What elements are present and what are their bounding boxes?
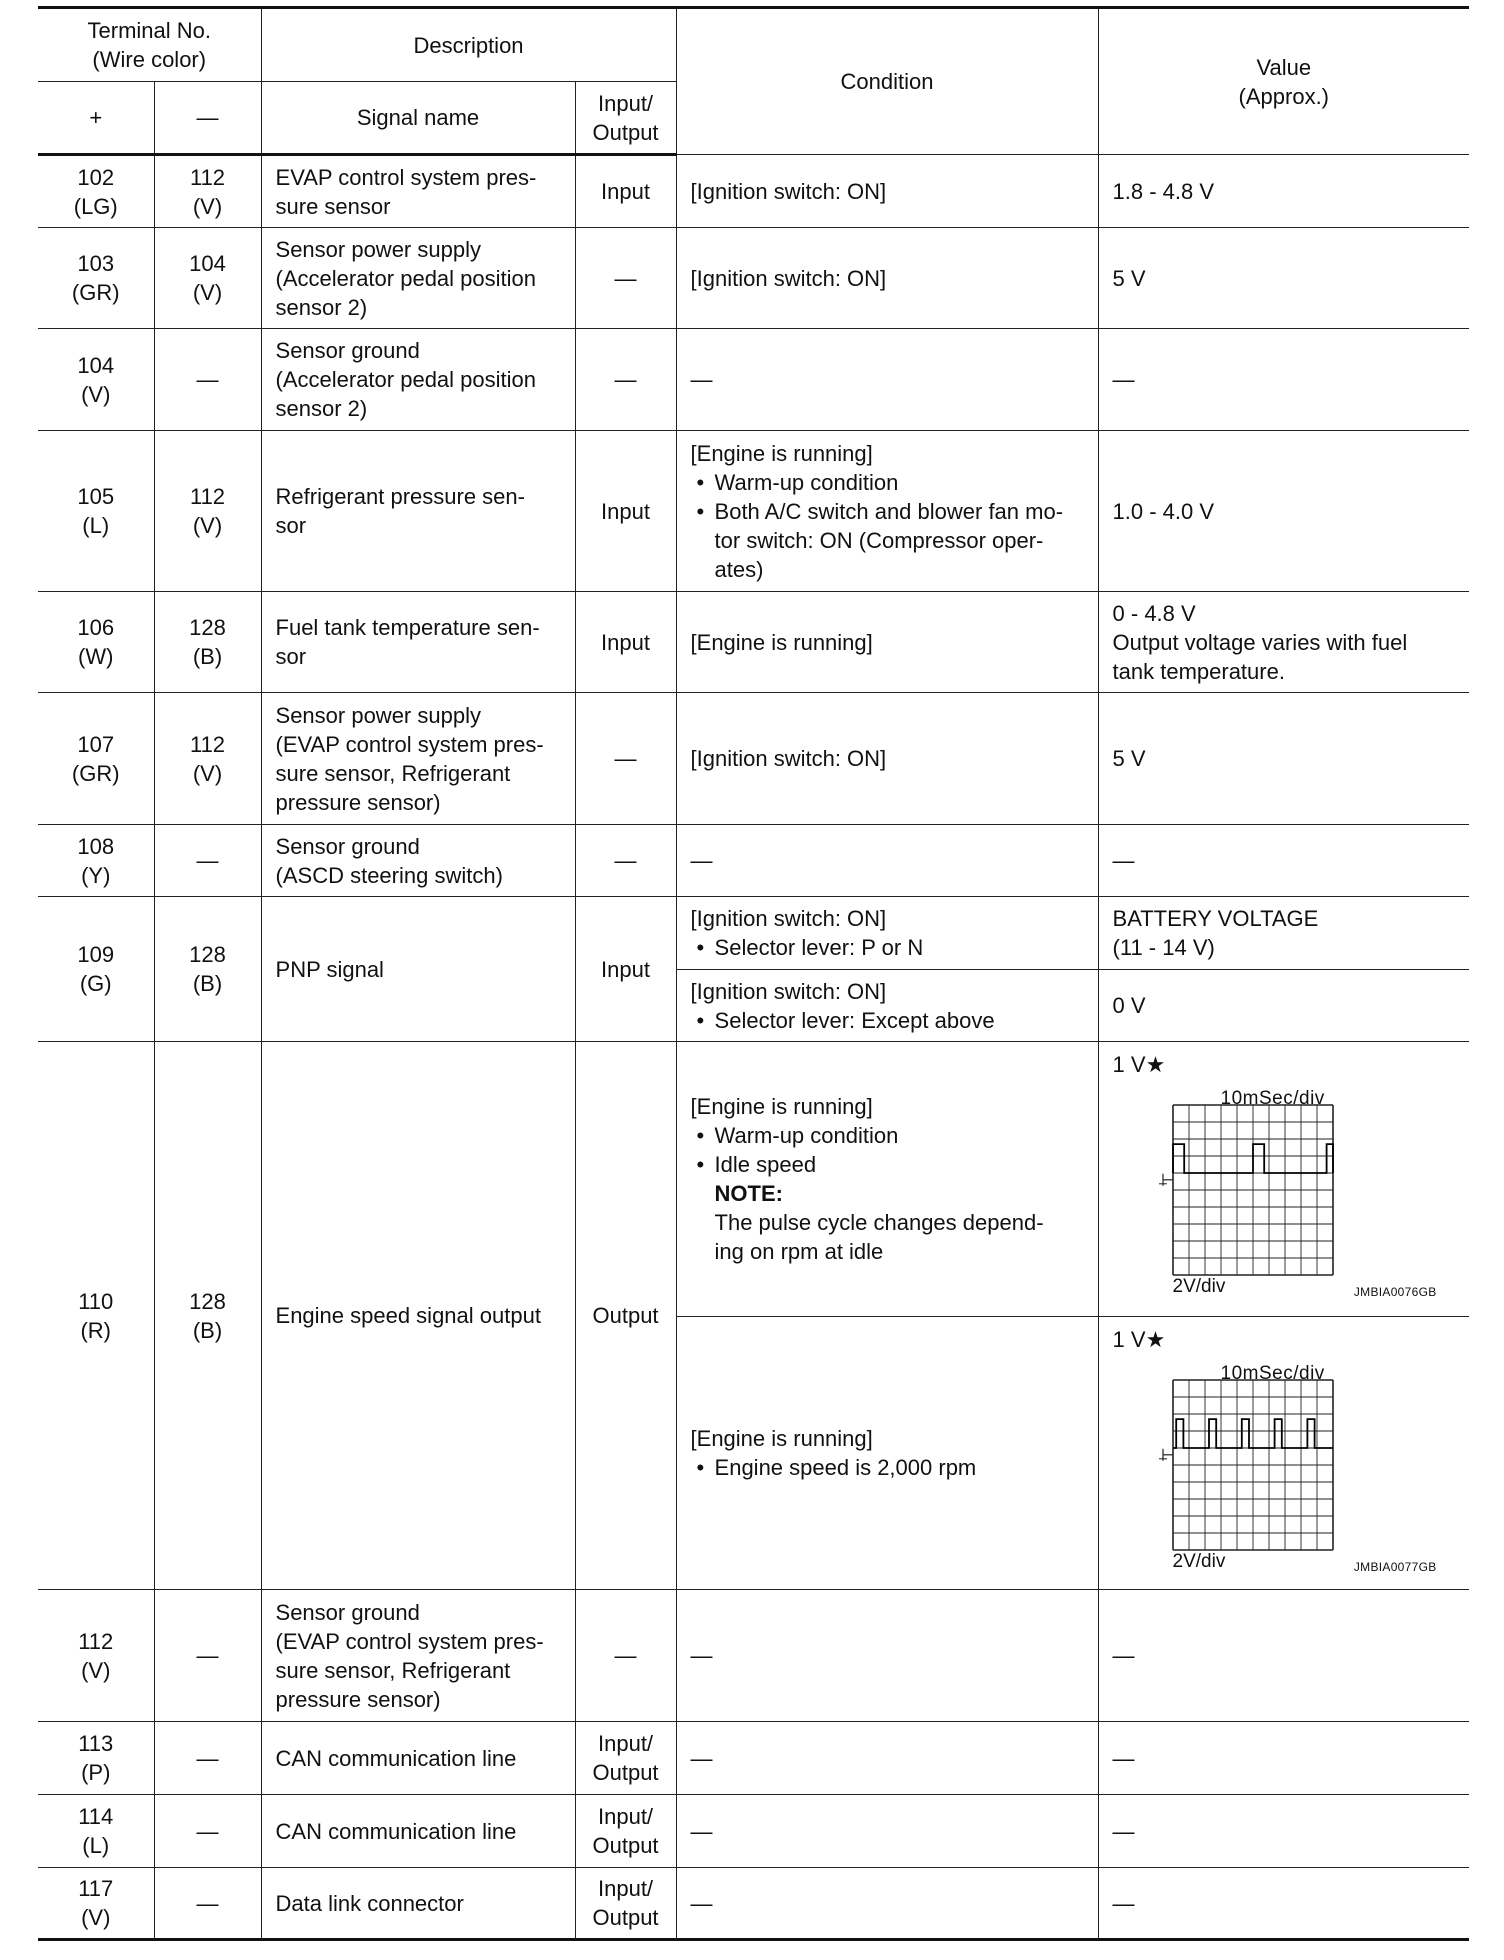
value-text: 0 V [1112, 993, 1146, 1018]
minus-terminal-number: — [196, 1890, 219, 1916]
value-cell [1098, 970, 1469, 1042]
plus-terminal-cell [38, 693, 154, 825]
signal-name-cell: EVAP control system pres- sure sensor [261, 155, 575, 228]
signal-name-cell: CAN communication line [261, 1795, 575, 1868]
condition-cell [676, 1317, 1098, 1590]
voltage-reference-value: 1 V [1112, 1327, 1146, 1352]
plus-wire-color: (GR) [71, 280, 120, 305]
figure-code: JMBIA0076GB [1353, 1285, 1437, 1299]
table-row [38, 1868, 1469, 1940]
terminal-no-label: Terminal No. [87, 18, 211, 43]
plus-wire-color: (L) [82, 513, 110, 538]
plus-terminal-cell [38, 897, 154, 1042]
minus-header: — [154, 82, 261, 155]
value-cell [1098, 329, 1469, 431]
condition-cell [676, 431, 1098, 592]
value-note: Output voltage varies with fuel tank temperature. [1112, 629, 1408, 684]
value-text: — [1112, 848, 1135, 873]
condition-text: [Engine is running] [690, 629, 873, 655]
star-icon: ★ [1145, 1052, 1166, 1077]
condition-cell [676, 1795, 1098, 1868]
io-cell: Input/ Output [575, 1795, 676, 1868]
condition-cell [676, 228, 1098, 329]
minus-terminal-cell [154, 693, 261, 825]
minus-wire-color: (V) [192, 280, 223, 305]
note-title: NOTE: [714, 1181, 783, 1206]
table-row [38, 1042, 1469, 1317]
minus-terminal-number: 112 [189, 484, 226, 509]
plus-terminal-cell [38, 1868, 154, 1940]
oscilloscope-figure [1113, 1325, 1443, 1575]
condition-cell [676, 970, 1098, 1042]
plus-terminal-number: 113 [78, 1731, 114, 1756]
plus-terminal-cell [38, 1042, 154, 1590]
plus-wire-color: (P) [81, 1760, 111, 1785]
value-cell [1098, 431, 1469, 592]
condition-heading: [Ignition switch: ON] [690, 906, 887, 931]
condition-bullets [691, 468, 1084, 584]
signal-name-cell: Fuel tank temperature sen- sor [261, 592, 575, 693]
condition-text: [Ignition switch: ON] [690, 265, 887, 291]
minus-wire-color: (V) [192, 513, 223, 538]
plus-terminal-number: 102 [77, 164, 115, 190]
plus-terminal-cell [38, 1722, 154, 1795]
minus-terminal-number: — [196, 367, 219, 392]
table-body [38, 155, 1469, 1940]
condition-cell [676, 329, 1098, 431]
wire-color-label: (Wire color) [92, 47, 207, 72]
condition-text: [Ignition switch: ON] [690, 178, 887, 204]
minus-terminal-cell [154, 592, 261, 693]
condition-cell [676, 1722, 1098, 1795]
table-row [38, 1722, 1469, 1795]
plus-header: + [38, 82, 154, 155]
value-cell [1098, 1590, 1469, 1722]
table-row [38, 228, 1469, 329]
condition-cell [676, 592, 1098, 693]
minus-terminal-number: — [196, 1818, 219, 1844]
io-cell: — [575, 329, 676, 431]
oscilloscope-grid [1113, 1325, 1443, 1575]
voltage-reference-value: 1 V [1112, 1052, 1146, 1077]
condition-text: — [690, 367, 713, 392]
description-header: Description [261, 8, 676, 82]
condition-text: — [690, 848, 713, 873]
plus-terminal-number: 109 [77, 942, 115, 967]
volt-per-division: 2V/div [1172, 1551, 1226, 1572]
plus-wire-color: (LG) [73, 193, 118, 219]
plus-terminal-number: 112 [78, 1628, 114, 1654]
condition-text: — [690, 1890, 713, 1916]
io-cell: Input [575, 155, 676, 228]
plus-terminal-number: 108 [77, 833, 115, 859]
value-cell [1098, 228, 1469, 329]
value-cell [1098, 1722, 1469, 1795]
io-cell: Output [575, 1042, 676, 1590]
condition-cell [676, 1868, 1098, 1940]
terminal-table [38, 6, 1469, 1941]
io-cell: — [575, 1590, 676, 1722]
minus-terminal-cell [154, 155, 261, 228]
value-text: — [1112, 1643, 1135, 1668]
minus-terminal-cell [154, 1722, 261, 1795]
minus-wire-color: (V) [192, 193, 223, 219]
value-cell [1098, 1317, 1469, 1590]
plus-terminal-number: 110 [78, 1288, 114, 1314]
condition-cell [676, 897, 1098, 970]
signal-name-cell: Engine speed signal output [261, 1042, 575, 1590]
value-text: 0 - 4.8 V [1112, 600, 1196, 626]
table-row [38, 431, 1469, 592]
value-cell [1098, 825, 1469, 897]
io-cell: Input/ Output [575, 1868, 676, 1940]
io-cell: Input [575, 431, 676, 592]
table-row [38, 1795, 1469, 1868]
value-cell [1098, 592, 1469, 693]
condition-bullet: • Warm-up condition [691, 1121, 1084, 1150]
condition-bullets [691, 1121, 1084, 1179]
condition-bullet: • Both A/C switch and blower fan mo- tor switch: ON (Compressor oper- ates) [691, 497, 1084, 584]
io-cell: Input/ Output [575, 1722, 676, 1795]
plus-wire-color: (V) [81, 1905, 111, 1930]
condition-bullets [691, 933, 1084, 962]
condition-heading: [Engine is running] [690, 1094, 873, 1119]
plus-terminal-number: 104 [77, 352, 115, 378]
minus-terminal-number: 128 [189, 615, 226, 640]
time-per-division: 10mSec/div [1220, 1088, 1325, 1109]
signal-name-cell: Sensor ground (ASCD steering switch) [261, 825, 575, 897]
minus-terminal-cell [154, 825, 261, 897]
condition-cell [676, 155, 1098, 228]
value-text: 1.0 - 4.0 V [1112, 498, 1215, 524]
signal-waveform [1173, 1144, 1333, 1173]
io-cell: — [575, 825, 676, 897]
plus-wire-color: (Y) [81, 862, 111, 888]
signal-name-cell: PNP signal [261, 897, 575, 1042]
plus-wire-color: (W) [78, 644, 114, 669]
terminal-no-header [38, 8, 261, 82]
minus-wire-color: (B) [192, 644, 223, 669]
signal-name-cell: Sensor ground (Accelerator pedal position sensor 2) [261, 329, 575, 431]
minus-wire-color: (B) [192, 971, 223, 996]
value-cell [1098, 897, 1469, 970]
condition-cell [676, 1590, 1098, 1722]
table-row [38, 693, 1469, 825]
value-text: — [1112, 1890, 1135, 1916]
minus-terminal-number: — [196, 848, 219, 873]
value-text: 5 V [1112, 265, 1146, 291]
condition-heading: [Engine is running] [690, 440, 873, 466]
oscilloscope-grid [1113, 1050, 1443, 1300]
condition-bullet: • Idle speed [691, 1150, 1084, 1179]
value-cell [1098, 155, 1469, 228]
plus-terminal-cell [38, 431, 154, 592]
condition-cell [676, 693, 1098, 825]
plus-terminal-cell [38, 228, 154, 329]
io-cell: — [575, 228, 676, 329]
star-icon: ★ [1145, 1327, 1166, 1352]
condition-bullets [691, 1006, 1084, 1035]
value-text: — [1112, 1745, 1135, 1771]
signal-name-cell: Sensor power supply (Accelerator pedal position sensor 2) [261, 228, 575, 329]
condition-text: — [690, 1745, 713, 1771]
condition-heading: [Engine is running] [690, 1426, 873, 1451]
plus-terminal-number: 105 [77, 484, 115, 509]
condition-cell [676, 1042, 1098, 1317]
condition-bullet: • Selector lever: Except above [691, 1006, 1084, 1035]
value-label: Value [1256, 54, 1312, 80]
condition-text: — [690, 1643, 713, 1668]
plus-wire-color: (R) [80, 1317, 112, 1343]
condition-bullet: • Selector lever: P or N [691, 933, 1084, 962]
value-text: BATTERY VOLTAGE (11 - 14 V) [1112, 906, 1319, 960]
minus-terminal-cell [154, 897, 261, 1042]
plus-terminal-number: 107 [77, 731, 115, 757]
minus-terminal-number: — [196, 1745, 219, 1771]
value-cell [1098, 693, 1469, 825]
condition-heading: [Ignition switch: ON] [690, 978, 887, 1004]
condition-bullet: • Engine speed is 2,000 rpm [691, 1453, 1084, 1482]
condition-bullets [691, 1453, 1084, 1482]
minus-terminal-cell [154, 329, 261, 431]
table-row [38, 592, 1469, 693]
time-per-division: 10mSec/div [1220, 1363, 1325, 1384]
plus-wire-color: (V) [81, 381, 111, 407]
minus-terminal-cell [154, 228, 261, 329]
io-cell: — [575, 693, 676, 825]
plus-wire-color: (GR) [71, 760, 120, 786]
note-block [691, 1179, 1084, 1266]
plus-terminal-cell [38, 1795, 154, 1868]
input-output-header: Input/ Output [575, 82, 676, 155]
table-row [38, 329, 1469, 431]
minus-terminal-number: 128 [189, 1288, 226, 1314]
minus-terminal-cell [154, 1042, 261, 1590]
oscilloscope-figure [1113, 1050, 1443, 1300]
figure-code: JMBIA0077GB [1353, 1560, 1437, 1574]
value-cell [1098, 1795, 1469, 1868]
table-row [38, 825, 1469, 897]
plus-terminal-number: 114 [78, 1804, 114, 1829]
plus-terminal-cell [38, 155, 154, 228]
value-text: 5 V [1112, 746, 1146, 771]
plus-wire-color: (L) [82, 1833, 110, 1858]
minus-terminal-number: 104 [189, 251, 226, 276]
condition-header: Condition [676, 8, 1098, 155]
plus-terminal-number: 103 [77, 251, 115, 276]
plus-terminal-cell [38, 592, 154, 693]
signal-name-cell: Data link connector [261, 1868, 575, 1940]
minus-terminal-number: 112 [189, 731, 226, 757]
io-cell: Input [575, 897, 676, 1042]
minus-terminal-cell [154, 431, 261, 592]
signal-name-cell: Refrigerant pressure sen- sor [261, 431, 575, 592]
io-cell: Input [575, 592, 676, 693]
value-text: — [1112, 1818, 1135, 1844]
plus-terminal-number: 117 [78, 1876, 114, 1901]
minus-wire-color: (B) [192, 1317, 223, 1343]
minus-terminal-number: 112 [189, 164, 226, 190]
signal-name-cell: Sensor ground (EVAP control system pres- sure sensor, Refrigerant pressure sensor) [261, 1590, 575, 1722]
value-approx-label: (Approx.) [1238, 83, 1330, 109]
value-cell [1098, 1868, 1469, 1940]
plus-wire-color: (G) [79, 971, 112, 996]
minus-terminal-cell [154, 1868, 261, 1940]
minus-wire-color: (V) [192, 760, 223, 786]
table-row [38, 155, 1469, 228]
minus-terminal-cell [154, 1590, 261, 1722]
condition-text: — [690, 1818, 713, 1844]
value-cell [1098, 1042, 1469, 1317]
plus-terminal-number: 106 [77, 615, 115, 640]
plus-terminal-cell [38, 1590, 154, 1722]
minus-terminal-number: — [196, 1643, 219, 1668]
plus-terminal-cell [38, 329, 154, 431]
value-header [1098, 8, 1469, 155]
minus-terminal-cell [154, 1795, 261, 1868]
condition-bullet: • Warm-up condition [691, 468, 1084, 497]
value-text: 1.8 - 4.8 V [1112, 178, 1215, 204]
signal-name-header: Signal name [261, 82, 575, 155]
table-row [38, 1590, 1469, 1722]
table-row [38, 897, 1469, 970]
signal-name-cell: Sensor power supply (EVAP control system pres- sure sensor, Refrigerant pressure sensor) [261, 693, 575, 825]
condition-cell [676, 825, 1098, 897]
value-text: — [1112, 367, 1135, 392]
condition-text: [Ignition switch: ON] [690, 746, 887, 771]
plus-wire-color: (V) [81, 1657, 111, 1683]
minus-terminal-number: 128 [189, 942, 226, 967]
signal-name-cell: CAN communication line [261, 1722, 575, 1795]
note-text: The pulse cycle changes depend- ing on rpm at idle [714, 1210, 1044, 1264]
volt-per-division: 2V/div [1172, 1276, 1226, 1297]
plus-terminal-cell [38, 825, 154, 897]
